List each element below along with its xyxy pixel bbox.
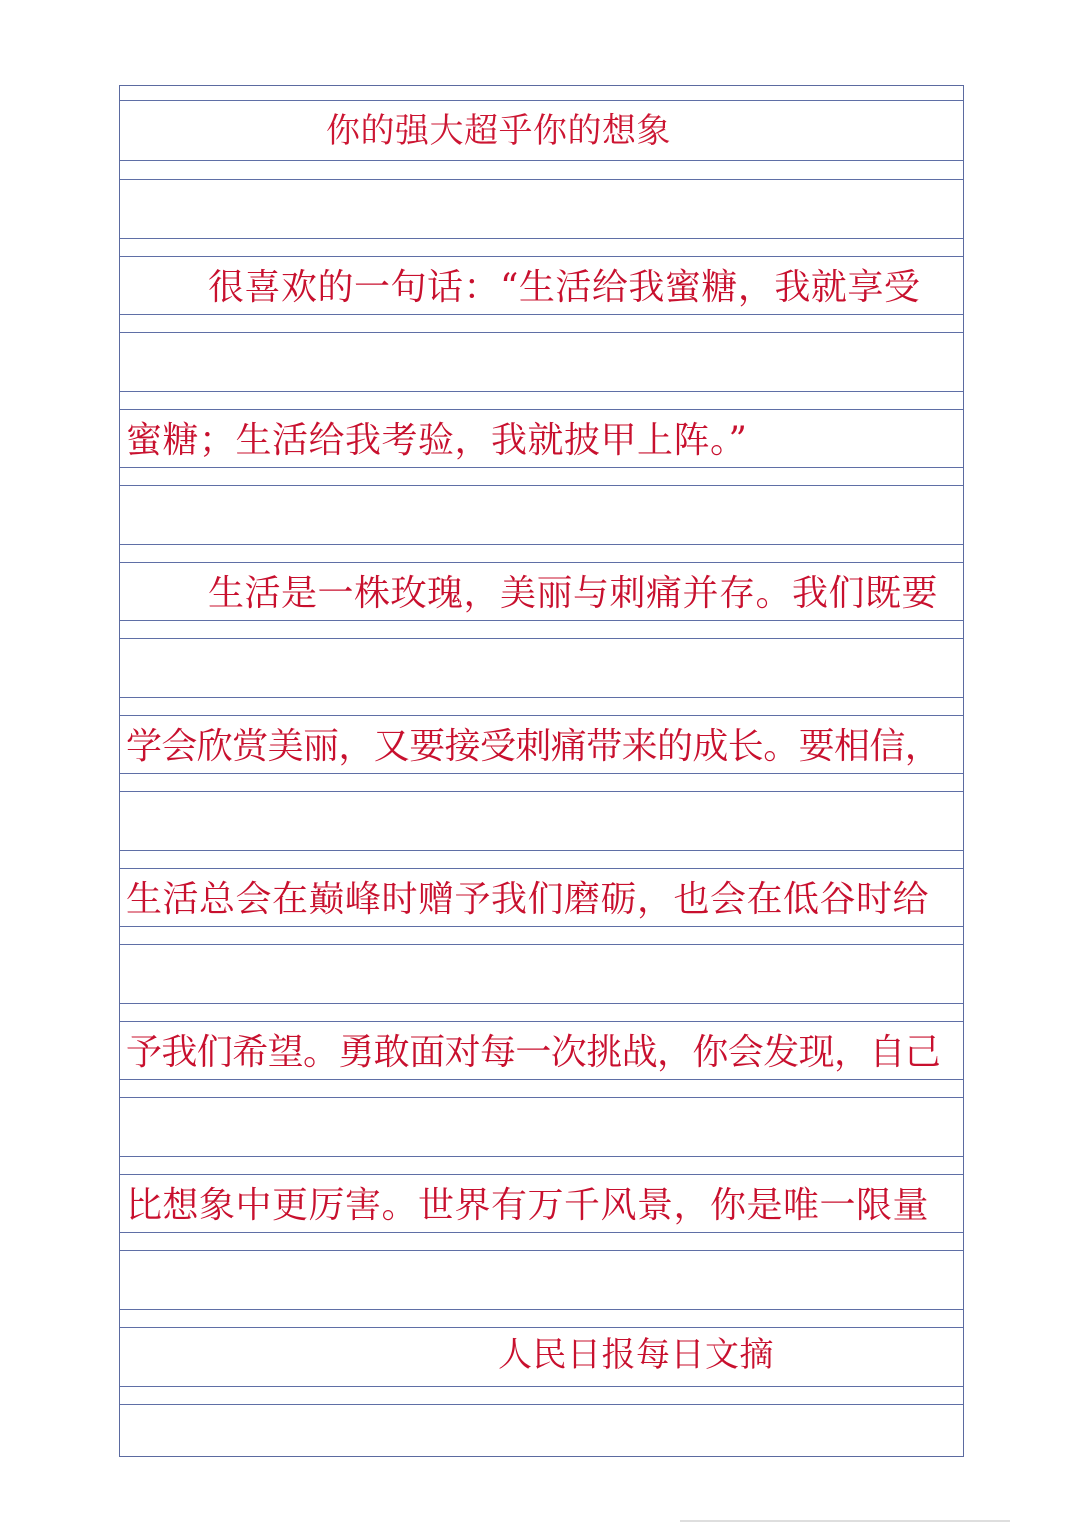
text-line-1: 很喜欢的一句话：“生活给我蜜糖，我就享受 [208,267,921,308]
ruled-line [120,773,963,774]
ruled-line [120,179,963,180]
ruled-line [120,562,963,563]
ruled-line [120,1386,963,1387]
ruled-line [120,715,963,716]
ruled-line [120,314,963,315]
ruled-line [120,467,963,468]
ruled-line [120,868,963,869]
text-line-4: 学会欣赏美丽，又要接受刺痛带来的成长。要相信， [126,726,941,767]
ruled-line [120,1174,963,1175]
ruled-line [120,791,963,792]
ruled-line [120,697,963,698]
ruled-line [120,1327,963,1328]
ruled-line [120,638,963,639]
text-line-2: 蜜糖；生活给我考验，我就披甲上阵。” [126,420,748,461]
ruled-line [120,100,963,101]
ruled-line [120,1232,963,1233]
text-line-5: 生活总会在巅峰时赠予我们磨砺，也会在低谷时给 [126,879,930,920]
ruled-line [120,238,963,239]
ruled-line [120,544,963,545]
ruled-line [120,1156,963,1157]
ruled-line [120,1097,963,1098]
source-attribution: 人民日报每日文摘 [498,1335,774,1375]
ruled-line [120,1021,963,1022]
ruled-line [120,485,963,486]
ruled-line [120,1404,963,1405]
ruled-line [120,620,963,621]
text-line-3: 生活是一株玫瑰，美丽与刺痛并存。我们既要 [208,573,939,614]
ruled-line [120,926,963,927]
ruled-line [120,391,963,392]
text-line-7: 比想象中更厉害。世界有万千风景，你是唯一限量 [126,1185,930,1226]
ruled-line [120,850,963,851]
text-line-6: 予我们希望。勇敢面对每一次挑战，你会发现，自己 [126,1032,941,1073]
ruled-line [120,160,963,161]
ruled-line [120,1079,963,1080]
ruled-line [120,332,963,333]
ruled-line [120,1309,963,1310]
ruled-line [120,256,963,257]
ruled-line [120,1003,963,1004]
ruled-line [120,944,963,945]
ruled-line [120,409,963,410]
scan-edge-mark [680,1520,1010,1522]
ruled-line [120,1250,963,1251]
page-title: 你的强大超乎你的想象 [326,111,671,151]
